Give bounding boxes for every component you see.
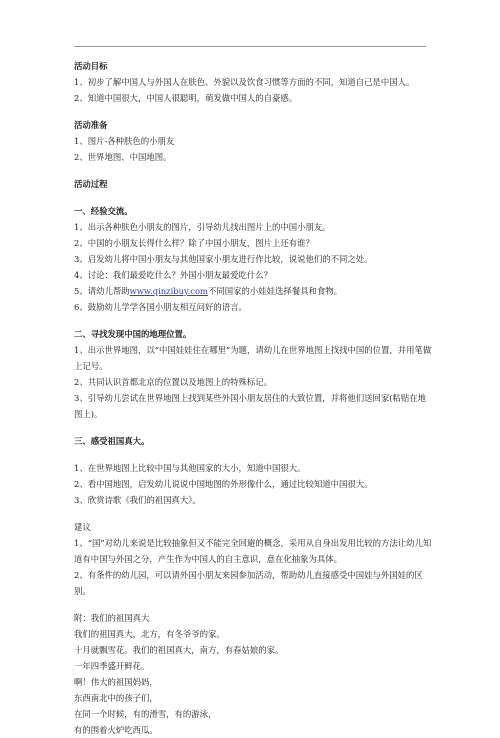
poem-title: 附：我们的祖国真大: [74, 613, 150, 623]
process-heading: 活动过程: [74, 179, 108, 189]
part2-item-2: 2、共同认识首都北京的位置以及地图上的特殊标记。: [74, 377, 272, 387]
poem-line-4: 啊！伟大的祖国妈妈，: [74, 677, 158, 687]
part1-item-2: 2、中国的小朋友长得什么样？除了中国小朋友，图片上还有谁？: [74, 238, 314, 248]
part1-item-5: [74, 283, 434, 299]
part1-item-1: 1、出示各种肤色小朋友的图片，引导幼儿找出图片上的中国小朋友。: [74, 222, 331, 232]
part3-item-3: 3、欣赏诗歌《我们的祖国真大》。: [74, 495, 201, 505]
poem-line-7: 有的围着火炉吃西瓜。: [74, 725, 158, 735]
document-body: [74, 58, 434, 738]
goal-item-2: 2、知道中国很大，中国人很聪明，萌发做中国人的自豪感。: [74, 93, 298, 103]
part1-heading: 一、经验交流。: [74, 206, 133, 216]
advice-item-1: 1、“国”对幼儿来说是比较抽象但又不能完全回避的概念，采用从自身出发用比较的方法让幼儿知道有中国与外国之分，产生作为中国人的自主意识，意在化抽象为具体。: [74, 538, 432, 564]
goal-heading: 活动目标: [74, 61, 108, 71]
poem-line-2: 十月就飘雪花。我们的祖国真大，南方，有春姑娘的家。: [74, 645, 284, 655]
part1-item-5-prefix: 5、请幼儿帮助: [74, 286, 130, 296]
poem-line-5: 东西南北中的孩子们，: [74, 693, 158, 703]
prep-heading: 活动准备: [74, 120, 108, 130]
header-rule: [74, 46, 426, 47]
part1-item-3: 3、启发幼儿将中国小朋友与其他国家小朋友进行作比较，说说他们的不同之处。: [74, 254, 373, 264]
goal-item-1: 1、初步了解中国人与外国人在肤色、外貌以及饮食习惯等方面的不同，知道自己是中国人。: [74, 77, 415, 87]
part3-item-1: 1、在世界地图上比较中国与其他国家的大小，知道中国很大。: [74, 463, 306, 473]
prep-item-2: 2、世界地图、中国地图。: [74, 152, 172, 162]
part1-item-4: 4、讨论：我们最爱吃什么？外国小朋友最爱吃什么？: [74, 270, 272, 280]
website-link[interactable]: www.qinzibuy.com: [129, 286, 208, 296]
advice-heading: 建议: [74, 522, 91, 532]
poem-line-3: 一年四季盛开鲜花。: [74, 661, 150, 671]
part3-item-2: 2、看中国地图，启发幼儿说说中国地图的外形像什么，通过比较知道中国很大。: [74, 479, 373, 489]
part1-item-6: 6、鼓励幼儿学学各国小朋友相互问好的语言。: [74, 302, 247, 312]
part2-heading: 二、寻找发现中国的地理位置。: [74, 329, 192, 339]
part2-item-1: 1、出示世界地图，以“中国娃娃住在哪里”为题，请幼儿在世界地图上找找中国的位置，并用笔做上记号。: [74, 345, 432, 371]
poem-line-1: 我们的祖国真大，北方，有冬爷爷的家。: [74, 629, 225, 639]
poem-line-6: 在同一个时候，有的滑雪，有的游泳，: [74, 709, 217, 719]
advice-item-2: 2、有条件的幼儿园，可以请外国小朋友来园参加活动，帮助幼儿直接感受中国娃与外国娃的区别。: [74, 570, 423, 596]
part1-item-5-suffix: 不同国家的小娃娃选择餐具和食物。: [207, 286, 342, 296]
part3-heading: 三、感受祖国真大。: [74, 436, 150, 446]
part2-item-3: 3、引导幼儿尝试在世界地图上找到某些外国小朋友居住的大致位置，并将他们送回家(粘贴在地图上)。: [74, 393, 426, 419]
prep-item-1: 1、图片-各种肤色的小朋友: [74, 136, 175, 146]
